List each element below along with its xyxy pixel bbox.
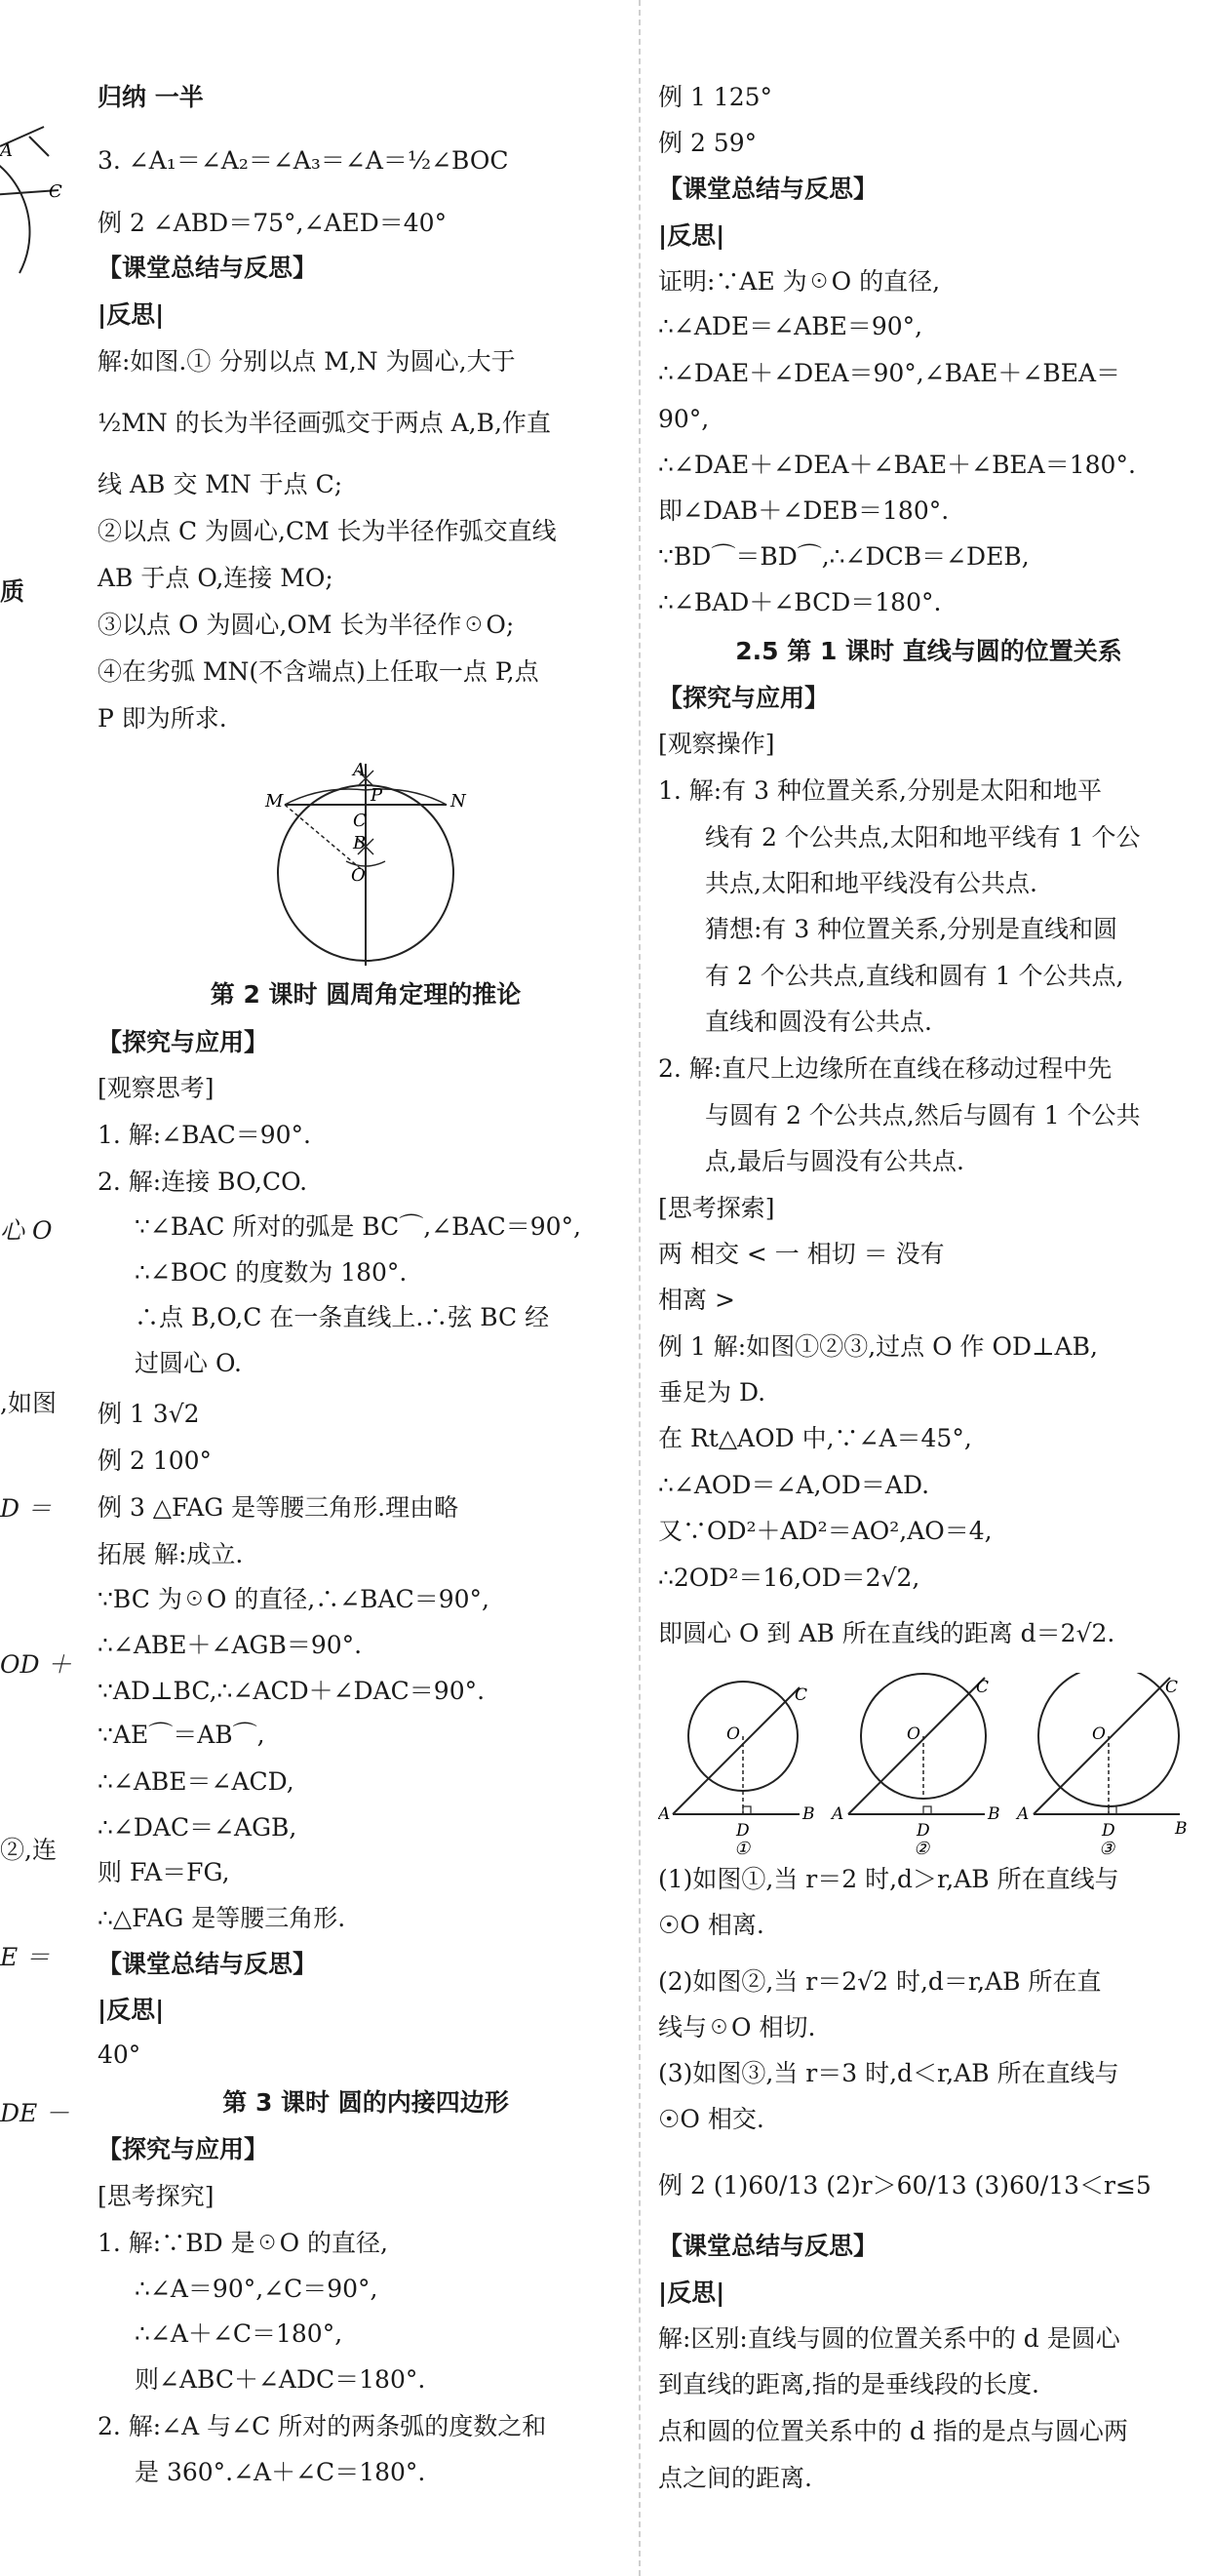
solution-line: ∴∠AOD＝∠A,OD＝AD.	[658, 1471, 930, 1499]
answer-line: 是 360°.∠A＋∠C＝180°.	[135, 2458, 426, 2486]
section-heading: 【课堂总结与反思】	[98, 1950, 318, 1978]
answer-line: 1. 解:有 3 种位置关系,分别是太阳和地平	[658, 776, 1102, 805]
fig-label-m: M	[265, 791, 284, 812]
figure-2-tangent	[830, 1674, 1000, 1858]
subsection-label: |反思|	[98, 1996, 165, 2024]
lesson-title: 2.5 第 1 课时 直线与圆的位置关系	[735, 637, 1122, 665]
lesson-title: 第 2 课时 圆周角定理的推论	[210, 980, 522, 1009]
fig1-label-d: D	[736, 1821, 750, 1841]
section-heading: 【课堂总结与反思】	[98, 254, 318, 282]
subsection-label: |反思|	[98, 300, 165, 329]
case-line: ☉O 相交.	[658, 2105, 764, 2133]
edge-fragment-de-minus: DE －	[0, 2099, 70, 2127]
answer-line: 则∠ABC＋∠ADC＝180°.	[135, 2365, 426, 2394]
solution-line: 即圆心 O 到 AB 所在直线的距离 d＝2√2.	[658, 1619, 1115, 1647]
solution-line: 解:如图.① 分别以点 M,N 为圆心,大于	[98, 347, 516, 376]
solution-line: 又∵OD²＋AD²＝AO²,AO＝4,	[658, 1517, 993, 1545]
subsection-label: [思考探索]	[658, 1194, 775, 1222]
fill-in-answers: 两 相交 < 一 相切 ＝ 没有	[658, 1240, 945, 1268]
case-line: 线与☉O 相切.	[658, 2013, 816, 2041]
arc-label-c: C	[49, 181, 62, 202]
proof-line: ∴∠ADE＝∠ABE＝90°,	[658, 312, 923, 340]
solution-line: 线 AB 交 MN 于点 C;	[98, 470, 343, 498]
case-line: (1)如图①,当 r＝2 时,d＞r,AB 所在直线与	[658, 1865, 1119, 1893]
arc-label-a: A	[0, 140, 13, 161]
answer-line: ∵∠BAC 所对的弧是 BC⌒,∠BAC＝90°,	[135, 1212, 581, 1241]
example-line: 例 1 3√2	[98, 1400, 200, 1428]
lesson-title: 第 3 课时 圆的内接四边形	[222, 2088, 509, 2117]
answer-line: ∴∠A＋∠C＝180°,	[135, 2319, 343, 2348]
answer-line: 2. 解:∠A 与∠C 所对的两条弧的度数之和	[98, 2412, 547, 2440]
section-heading: 【课堂总结与反思】	[658, 175, 879, 203]
fig2-label-b: B	[988, 1804, 1000, 1824]
example-line: 例 3 △FAG 是等腰三角形.理由略	[98, 1493, 459, 1522]
answer-line: 40°	[98, 2041, 141, 2069]
subsection-label: |反思|	[658, 221, 725, 250]
answer-line: 点和圆的位置关系中的 d 指的是点与圆心两	[658, 2417, 1128, 2445]
proof-line: ∴∠BAD＋∠BCD＝180°.	[658, 588, 942, 616]
proof-line: ∴△FAG 是等腰三角形.	[98, 1904, 346, 1932]
fig3-label-a: A	[1017, 1804, 1030, 1824]
answer-line: 线有 2 个公共点,太阳和地平线有 1 个公	[705, 823, 1141, 852]
proof-line: ∵BD⌒＝BD⌒,∴∠DCB＝∠DEB,	[658, 542, 1030, 571]
fig-label-p: P	[371, 785, 383, 806]
example-line: 例 2 ∠ABD＝75°,∠AED＝40°	[98, 209, 448, 237]
fig-label-n: N	[450, 791, 466, 812]
answer-line: ∴点 B,O,C 在一条直线上.∴弦 BC 经	[135, 1303, 550, 1331]
fig-label-a: A	[353, 760, 366, 780]
edge-fragment-e-eq: E ＝	[0, 1943, 51, 1971]
subsection-label: [思考探究]	[98, 2182, 215, 2210]
fig3-label-b: B	[1175, 1819, 1188, 1839]
example-line: 垂足为 D.	[658, 1378, 766, 1407]
edge-fragment-zhi: 质	[0, 577, 25, 606]
solution-line: P 即为所求.	[98, 704, 227, 733]
case-line: ☉O 相离.	[658, 1911, 764, 1939]
solution-line: ½MN 的长为半径画弧交于两点 A,B,作直	[98, 409, 551, 437]
proof-line: ∵AD⊥BC,∴∠ACD＋∠DAC＝90°.	[98, 1677, 486, 1705]
section-heading: 【课堂总结与反思】	[658, 2232, 879, 2260]
fig1-label-c: C	[795, 1685, 808, 1705]
line-circle-figures	[658, 1673, 1199, 1858]
answer-line: 猜想:有 3 种位置关系,分别是直线和圆	[705, 915, 1118, 943]
summary-line: 归纳 一半	[98, 83, 204, 111]
solution-line: 在 Rt△AOD 中,∵∠A＝45°,	[658, 1424, 972, 1452]
column-divider	[639, 0, 642, 2576]
proof-line: ∵AE⌒＝AB⌒,	[98, 1721, 265, 1749]
fig1-label-a: A	[658, 1804, 671, 1824]
proof-line: ∴∠DAC＝∠AGB,	[98, 1813, 297, 1842]
answer-line: ∴∠A＝90°,∠C＝90°,	[135, 2275, 378, 2303]
edge-fragment-rutu: ,如图	[0, 1389, 57, 1417]
fig1-label-b: B	[802, 1804, 815, 1824]
edge-fragment-lian: ②,连	[0, 1836, 57, 1864]
proof-line: ∴∠DAE＋∠DEA＝90°,∠BAE＋∠BEA＝	[658, 359, 1120, 387]
answer-line: 到直线的距离,指的是垂线段的长度.	[658, 2370, 1039, 2398]
proof-line: 即∠DAB＋∠DEB＝180°.	[658, 496, 950, 525]
answer-line: 点,最后与圆没有公共点.	[705, 1147, 964, 1175]
section-heading: 【探究与应用】	[658, 684, 830, 712]
fig2-label-d: D	[917, 1821, 930, 1841]
answer-line: 共点,太阳和地平线没有公共点.	[705, 869, 1037, 897]
answer-line: 与圆有 2 个公共点,然后与圆有 1 个公共	[705, 1101, 1141, 1129]
construction-figure	[263, 756, 468, 975]
section-heading: 【探究与应用】	[98, 2135, 269, 2163]
edge-fragment-d-eq: D ＝	[0, 1494, 52, 1523]
answer-line: 解:区别:直线与圆的位置关系中的 d 是圆心	[658, 2324, 1120, 2353]
example-line: 例 1 125°	[658, 83, 773, 111]
fig3-number: ③	[1099, 1839, 1115, 1858]
fig2-label-a: A	[832, 1804, 844, 1824]
example-line: 例 1 解:如图①②③,过点 O 作 OD⊥AB,	[658, 1332, 1098, 1361]
proof-line: ∴∠ABE＋∠AGB＝90°.	[98, 1631, 363, 1659]
proof-line: 90°,	[658, 405, 710, 433]
case-line: (2)如图②,当 r＝2√2 时,d＝r,AB 所在直	[658, 1967, 1102, 1996]
solution-line: ④在劣弧 MN(不含端点)上任取一点 P,点	[98, 657, 539, 686]
subsection-label: |反思|	[658, 2279, 725, 2307]
fig2-label-o: O	[907, 1724, 920, 1744]
solution-line: ③以点 O 为圆心,OM 长为半径作☉O;	[98, 611, 515, 639]
case-line: (3)如图③,当 r＝3 时,d＜r,AB 所在直线与	[658, 2059, 1119, 2087]
proof-line: ∵BC 为☉O 的直径,∴∠BAC＝90°,	[98, 1585, 489, 1613]
answer-line: 直线和圆没有公共点.	[705, 1008, 932, 1036]
answer-line: 过圆心 O.	[135, 1349, 242, 1377]
equation-line: 3. ∠A₁＝∠A₂＝∠A₃＝∠A＝½∠BOC	[98, 146, 509, 175]
solution-line: AB 于点 O,连接 MO;	[98, 564, 333, 592]
answer-line: 有 2 个公共点,直线和圆有 1 个公共点,	[705, 962, 1124, 990]
figure-1-separate	[658, 1682, 815, 1858]
fill-in-answers: 相离 >	[658, 1286, 735, 1314]
edge-fragment-od-plus: OD ＋	[0, 1650, 72, 1679]
proof-line: 证明:∵AE 为☉O 的直径,	[658, 267, 941, 296]
solution-line: ∴2OD²＝16,OD＝2√2,	[658, 1564, 920, 1592]
answer-line: 1. 解:∠BAC＝90°.	[98, 1121, 311, 1149]
fig3-label-d: D	[1102, 1821, 1115, 1841]
clipped-arc-figure	[0, 117, 68, 293]
extension-line: 拓展 解:成立.	[98, 1540, 244, 1568]
fig1-label-o: O	[726, 1724, 740, 1744]
subsection-label: [观察思考]	[98, 1074, 215, 1102]
edge-fragment-xin-o: 心 O	[0, 1216, 53, 1245]
example-line: 例 2 (1)60/13 (2)r＞60/13 (3)60/13＜r≤5	[658, 2171, 1152, 2200]
section-heading: 【探究与应用】	[98, 1028, 269, 1056]
proof-line: 则 FA＝FG,	[98, 1858, 230, 1886]
fig-label-b: B	[353, 833, 367, 853]
fig-label-o: O	[351, 865, 366, 886]
answer-line: 点之间的距离.	[658, 2464, 812, 2492]
answer-line: 2. 解:连接 BO,CO.	[98, 1168, 308, 1196]
solution-line: ②以点 C 为圆心,CM 长为半径作弧交直线	[98, 517, 557, 545]
fig3-label-o: O	[1092, 1724, 1106, 1744]
example-line: 例 2 100°	[98, 1447, 213, 1475]
answer-line: ∴∠BOC 的度数为 180°.	[135, 1258, 408, 1287]
fig-label-c: C	[353, 811, 367, 831]
proof-line: ∴∠DAE＋∠DEA＋∠BAE＋∠BEA＝180°.	[658, 451, 1136, 479]
subsection-label: [观察操作]	[658, 730, 775, 758]
answer-line: 2. 解:直尺上边缘所在直线在移动过程中先	[658, 1054, 1113, 1083]
fig2-number: ②	[914, 1839, 930, 1858]
fig2-label-c: C	[976, 1678, 990, 1697]
fig3-label-c: C	[1165, 1678, 1179, 1697]
figure-3-intersect	[1015, 1673, 1188, 1858]
proof-line: ∴∠ABE＝∠ACD,	[98, 1767, 294, 1796]
example-line: 例 2 59°	[658, 129, 758, 157]
fig1-number: ①	[734, 1839, 751, 1858]
answer-line: 1. 解:∵BD 是☉O 的直径,	[98, 2229, 388, 2257]
